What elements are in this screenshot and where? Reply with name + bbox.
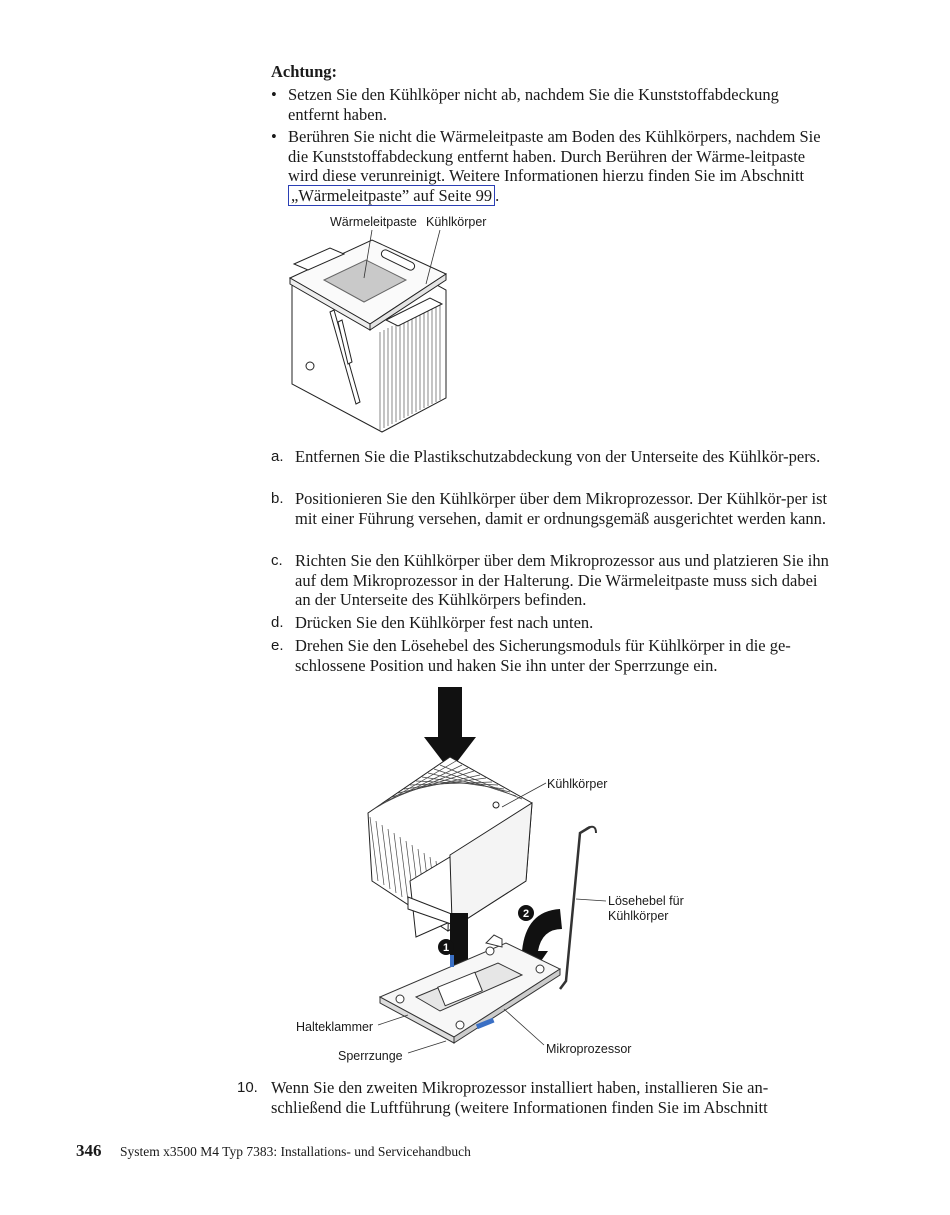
step-e xyxy=(271,636,831,676)
step-d xyxy=(271,613,831,633)
callout-2-text: 2 xyxy=(522,908,530,920)
step-text: Richten Sie den Kühlkörper über dem Mikroprozessor aus und platzieren Sie ihn auf dem Mikroprozessor in der Halterung. Die Wärmeleitpaste muss sich dabei an der Unterseite des Kühlkörpers befinden. xyxy=(295,551,829,609)
thermal-paste-page-link[interactable]: „Wärmeleitpaste” auf Seite 99 xyxy=(288,185,495,206)
label-microprocessor: Mikroprozessor xyxy=(546,1042,632,1056)
bullet-dot: • xyxy=(271,127,277,146)
step-text: Drücken Sie den Kühlkörper fest nach unten. xyxy=(295,613,594,632)
step-letter: c. xyxy=(271,552,283,569)
bullet-text: Setzen Sie den Kühlköper nicht ab, nachdem Sie die Kunststoffabdeckung entfernt haben. xyxy=(288,85,779,124)
attention-bullet-1 xyxy=(271,85,831,125)
attention-bullet-2 xyxy=(271,127,831,207)
step-c xyxy=(271,551,831,611)
step-b xyxy=(271,489,831,549)
heatsink-tilted xyxy=(368,757,532,937)
bullet-dot: • xyxy=(271,85,277,104)
leader-cpu xyxy=(504,1009,544,1045)
screw-hole xyxy=(306,362,314,370)
bullet-text xyxy=(288,127,833,205)
label-retaining-clip: Halteklammer xyxy=(296,1020,374,1034)
leader-clip xyxy=(378,1015,408,1025)
step-a xyxy=(271,447,831,487)
heatsink-install-figure xyxy=(290,685,710,1075)
label-heatsink-top: Kühlkörper xyxy=(426,215,487,229)
step-10 xyxy=(237,1078,832,1118)
step-text: Wenn Sie den zweiten Mikroprozessor installiert haben, installieren Sie an-schließend die Luftführung (weitere Informationen finden Sie im Abschnitt xyxy=(271,1078,769,1117)
label-lever-line2: Kühlkörper xyxy=(608,909,669,923)
bullet-text-body: Berühren Sie nicht die Wärmeleitpaste am Boden des Kühlkörpers, nachdem Sie die Kunststoffabdeckung entfernt haben. Durch Berühren der Wärme-leitpaste wird diese verunreinigt. Weitere Informationen hierzu finden Sie im Abschnitt xyxy=(288,127,821,185)
step-letter: a. xyxy=(271,448,284,465)
attention-heading: Achtung: xyxy=(271,62,338,81)
page-number: 346 xyxy=(76,1141,102,1160)
bullet-text-end: . xyxy=(495,185,500,205)
step-letter: b. xyxy=(271,490,284,507)
step-text: Positionieren Sie den Kühlkörper über dem Mikroprozessor. Der Kühlkör-per ist mit einer Führung versehen, damit er ordnungsgemäß ausgerichtet werden kann. xyxy=(295,489,828,528)
step-number: 10. xyxy=(237,1079,258,1096)
heatsink-paste-figure xyxy=(280,212,500,438)
step-letter: e. xyxy=(271,637,284,654)
document-title: System x3500 M4 Typ 7383: Installations- und Servicehandbuch xyxy=(120,1144,471,1159)
label-heatsink: Kühlkörper xyxy=(547,777,608,791)
label-thermal-paste: Wärmeleitpaste xyxy=(330,215,417,229)
step-text: Drehen Sie den Lösehebel des Sicherungsmoduls für Kühlkörper in die ge-schlossene Position und haken Sie ihn unter der Sperrzunge ein. xyxy=(295,636,791,675)
step-text: Entfernen Sie die Plastikschutzabdeckung von der Unterseite des Kühlkör-pers. xyxy=(295,447,821,466)
label-latch: Sperrzunge xyxy=(338,1049,403,1063)
release-lever xyxy=(560,827,590,989)
leader-lever xyxy=(576,899,606,901)
callout-1-text: 1 xyxy=(442,942,450,954)
leader-latch xyxy=(408,1041,446,1053)
label-lever-line1: Lösehebel für xyxy=(608,894,684,908)
step-letter: d. xyxy=(271,614,284,631)
